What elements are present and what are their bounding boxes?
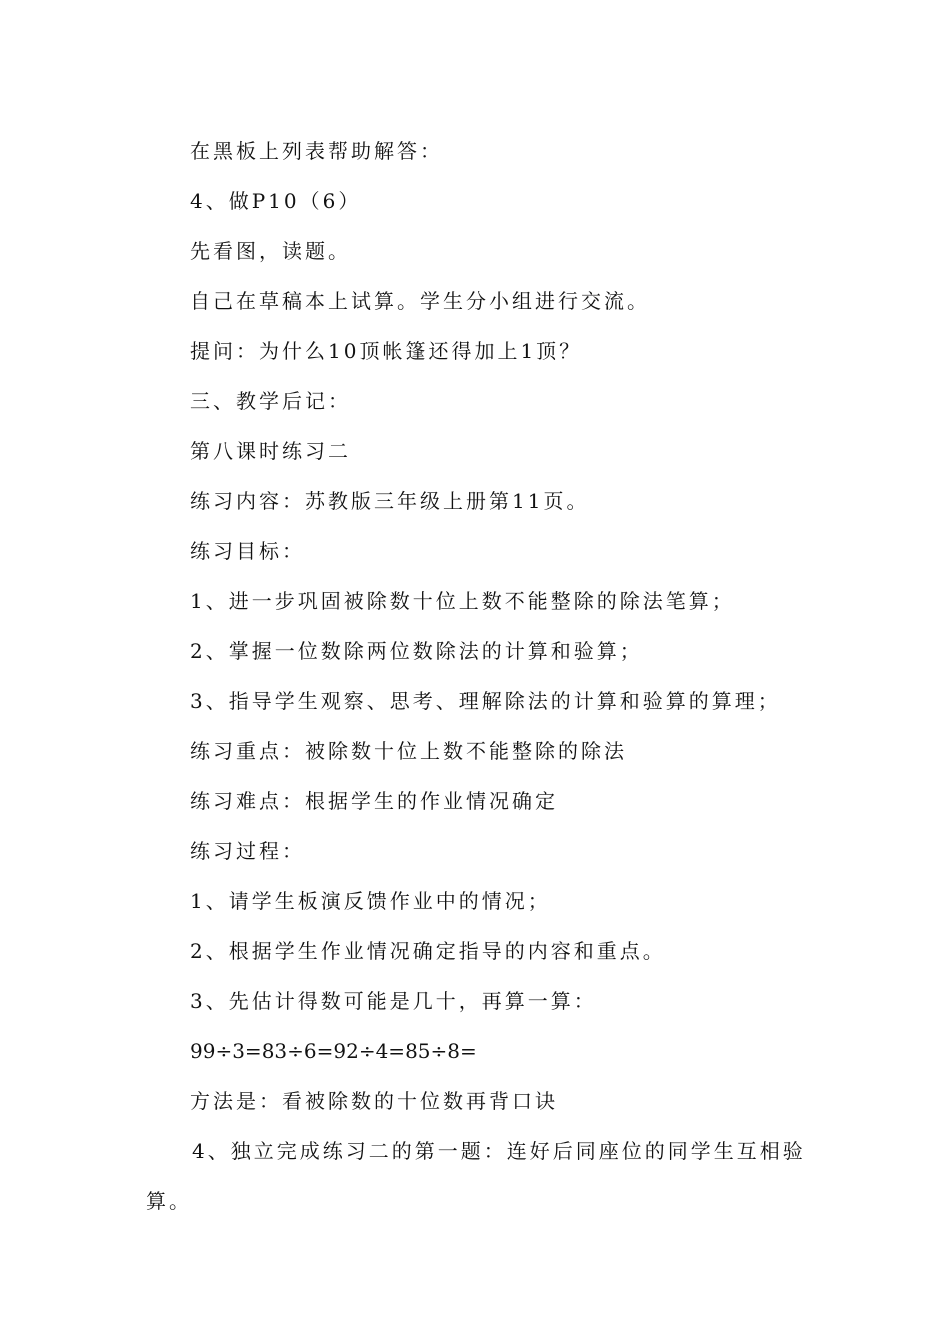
text-line-difficulty: 练习难点：根据学生的作业情况确定 — [190, 789, 558, 813]
text-line-division-problems: 99÷3=83÷6=92÷4=85÷8= — [190, 1039, 477, 1063]
process-item-4: 4、独立完成练习二的第一题：连好后同座位的同学生互相验 — [192, 1139, 806, 1163]
text-line-process-label: 练习过程： — [190, 839, 305, 863]
text-line-exercise-content: 练习内容：苏教版三年级上册第11页。 — [190, 489, 590, 513]
objective-item-1: 1、进一步巩固被除数十位上数不能整除的除法笔算； — [190, 589, 735, 613]
process-item-4-continued: 算。 — [146, 1189, 192, 1213]
objective-item-2: 2、掌握一位数除两位数除法的计算和验算； — [190, 639, 643, 663]
text-line-method: 方法是：看被除数的十位数再背口诀 — [190, 1089, 558, 1113]
text-line-read-picture: 先看图，读题。 — [190, 239, 351, 263]
text-line-exercise-p10: 4、做P10（6） — [190, 189, 362, 213]
lesson-title: 第八课时练习二 — [190, 439, 351, 463]
text-line-question: 提问：为什么10顶帐篷还得加上1顶？ — [190, 339, 583, 363]
text-line-trial-calc: 自己在草稿本上试算。学生分小组进行交流。 — [190, 289, 650, 313]
process-item-2: 2、根据学生作业情况确定指导的内容和重点。 — [190, 939, 666, 963]
text-line-key-point: 练习重点：被除数十位上数不能整除的除法 — [190, 739, 627, 763]
text-line-objectives-label: 练习目标： — [190, 539, 305, 563]
text-line-blackboard-table: 在黑板上列表帮助解答： — [190, 139, 443, 163]
process-item-1: 1、请学生板演反馈作业中的情况； — [190, 889, 551, 913]
objective-item-3: 3、指导学生观察、思考、理解除法的计算和验算的算理； — [190, 689, 781, 713]
process-item-3: 3、先估计得数可能是几十，再算一算： — [190, 989, 597, 1013]
section-heading-teaching-notes: 三、教学后记： — [190, 389, 351, 413]
